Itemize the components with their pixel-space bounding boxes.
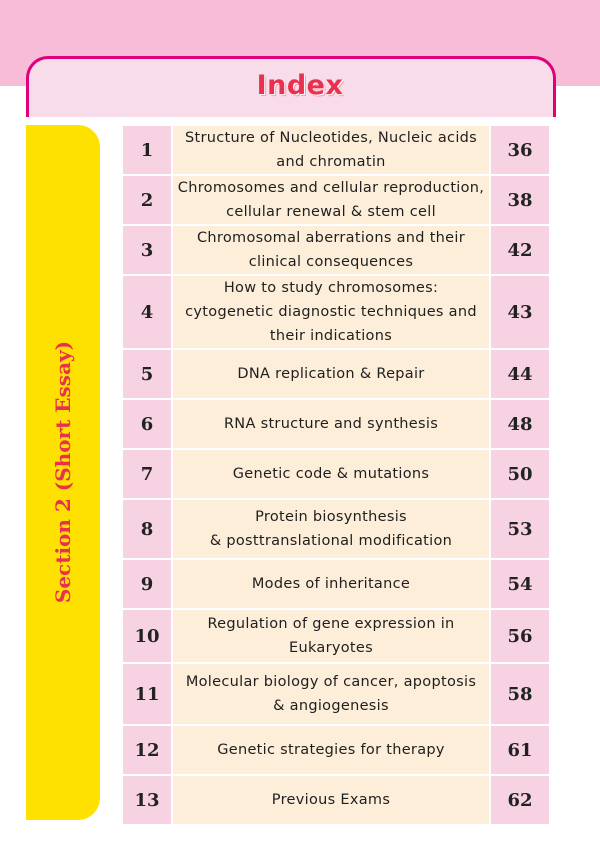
page-title: Index <box>256 70 344 101</box>
chapter-number: 12 <box>122 725 172 775</box>
page-number: 54 <box>490 559 550 609</box>
chapter-title-line: Protein biosynthesis <box>255 509 407 525</box>
chapter-number: 11 <box>122 663 172 725</box>
page-number: 62 <box>490 775 550 825</box>
table-row[interactable] <box>122 275 550 349</box>
chapter-number: 7 <box>122 449 172 499</box>
table-row[interactable] <box>122 225 550 275</box>
chapter-number: 6 <box>122 399 172 449</box>
page-number: 38 <box>490 175 550 225</box>
index-table <box>121 124 551 826</box>
chapter-title <box>172 725 490 775</box>
chapter-title-line: Molecular biology of cancer, apoptosis <box>185 674 477 690</box>
chapter-title-line: clinical consequences <box>248 254 414 270</box>
chapter-title-line: & posttranslational modification <box>209 533 453 549</box>
chapter-title <box>172 609 490 663</box>
section-label: Section 2 (Short Essay) <box>51 340 75 604</box>
table-row[interactable] <box>122 725 550 775</box>
chapter-title <box>172 449 490 499</box>
chapter-number: 3 <box>122 225 172 275</box>
table-row[interactable] <box>122 609 550 663</box>
chapter-title-line: Modes of inheritance <box>251 576 411 592</box>
page-number: 43 <box>490 275 550 349</box>
chapter-title-line: Previous Exams <box>271 792 391 808</box>
page-number: 53 <box>490 499 550 559</box>
page-number: 61 <box>490 725 550 775</box>
chapter-title-line: Chromosomes and cellular reproduction, <box>177 180 485 196</box>
table-row[interactable] <box>122 125 550 175</box>
page-number: 48 <box>490 399 550 449</box>
chapter-title-line: Genetic strategies for therapy <box>217 742 445 758</box>
page-number: 36 <box>490 125 550 175</box>
chapter-title <box>172 499 490 559</box>
chapter-number: 4 <box>122 275 172 349</box>
chapter-number: 13 <box>122 775 172 825</box>
chapter-title-line: DNA replication & Repair <box>237 366 425 382</box>
table-row[interactable] <box>122 349 550 399</box>
table-row[interactable] <box>122 663 550 725</box>
page-number: 58 <box>490 663 550 725</box>
chapter-title-line: cytogenetic diagnostic techniques and <box>185 304 477 320</box>
table-row[interactable] <box>122 499 550 559</box>
page-number: 56 <box>490 609 550 663</box>
chapter-number: 2 <box>122 175 172 225</box>
chapter-title <box>172 775 490 825</box>
table-row[interactable] <box>122 559 550 609</box>
table-row[interactable] <box>122 399 550 449</box>
chapter-title-line: Eukaryotes <box>289 640 373 656</box>
chapter-title-line: Structure of Nucleotides, Nucleic acids <box>185 130 477 146</box>
chapter-title-line: How to study chromosomes: <box>223 280 439 296</box>
table-row[interactable] <box>122 449 550 499</box>
chapter-title <box>172 559 490 609</box>
chapter-title-line: Regulation of gene expression in <box>207 616 455 632</box>
chapter-title-line: Genetic code & mutations <box>232 466 430 482</box>
page-number: 50 <box>490 449 550 499</box>
chapter-number: 1 <box>122 125 172 175</box>
chapter-title-line: and chromatin <box>276 154 386 170</box>
chapter-title <box>172 225 490 275</box>
chapter-title-line: cellular renewal & stem cell <box>226 204 436 220</box>
chapter-title-line: RNA structure and synthesis <box>223 416 439 432</box>
chapter-number: 10 <box>122 609 172 663</box>
chapter-title-line: & angiogenesis <box>273 698 389 714</box>
table-row[interactable] <box>122 775 550 825</box>
chapter-title <box>172 349 490 399</box>
chapter-title <box>172 663 490 725</box>
page-number: 42 <box>490 225 550 275</box>
chapter-title <box>172 399 490 449</box>
table-row[interactable] <box>122 175 550 225</box>
page-number: 44 <box>490 349 550 399</box>
chapter-title-line: their indications <box>269 328 393 344</box>
chapter-number: 9 <box>122 559 172 609</box>
chapter-number: 8 <box>122 499 172 559</box>
chapter-number: 5 <box>122 349 172 399</box>
chapter-title <box>172 275 490 349</box>
chapter-title <box>172 125 490 175</box>
chapter-title-line: Chromosomal aberrations and their <box>197 230 465 246</box>
chapter-title <box>172 175 490 225</box>
